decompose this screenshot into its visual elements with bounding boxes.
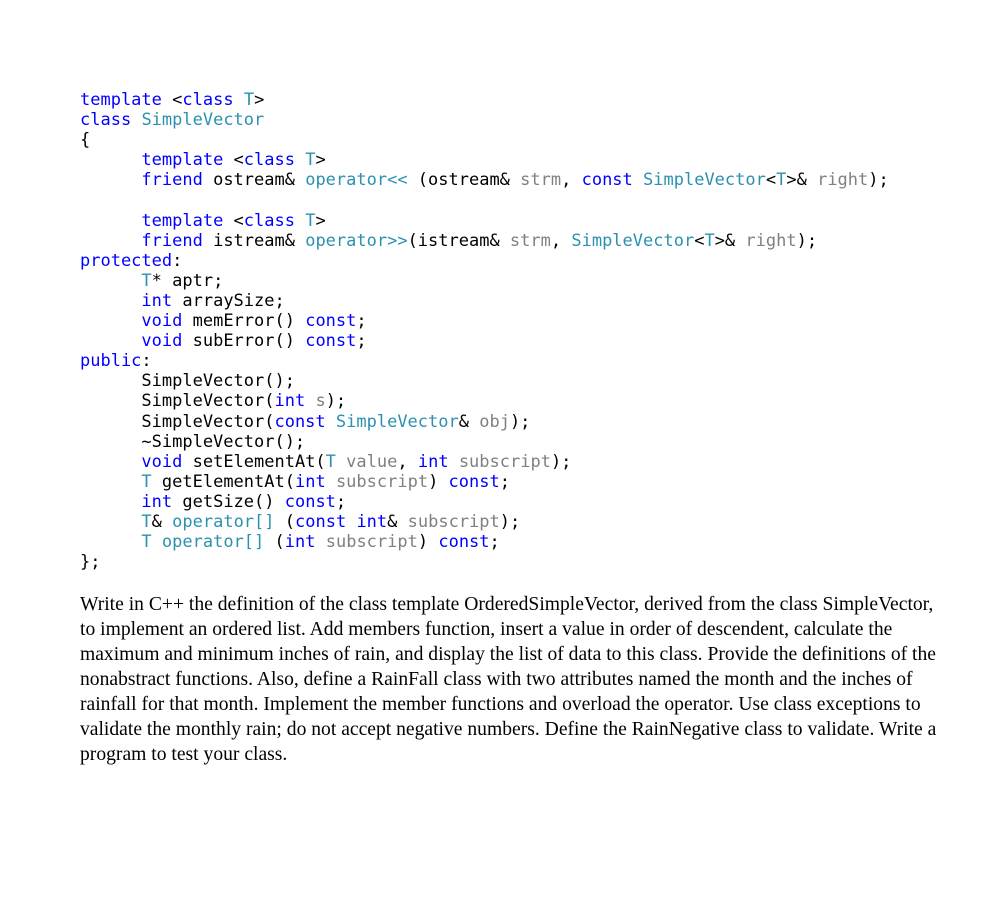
code-line bbox=[80, 231, 889, 251]
code-token: int bbox=[284, 532, 316, 553]
code-token: s bbox=[315, 391, 326, 412]
code-token: T bbox=[141, 270, 152, 291]
code-line bbox=[80, 351, 889, 371]
code-token bbox=[80, 331, 141, 351]
code-token: T bbox=[141, 532, 152, 553]
code-token: strm bbox=[509, 230, 551, 251]
code-token: class bbox=[243, 150, 295, 171]
code-token: void bbox=[141, 311, 183, 332]
code-token bbox=[315, 532, 325, 552]
code-token: class bbox=[182, 90, 234, 110]
code-token: operator>> bbox=[305, 230, 408, 251]
code-token: template bbox=[80, 90, 162, 110]
code-token bbox=[131, 110, 141, 130]
code-line bbox=[80, 130, 889, 150]
code-line bbox=[80, 271, 889, 291]
code-token: SimpleVector( bbox=[80, 411, 275, 432]
code-token: const bbox=[305, 311, 357, 332]
code-token: const bbox=[305, 331, 357, 352]
code-token: int bbox=[294, 471, 326, 492]
code-token: ; bbox=[356, 311, 367, 332]
code-token bbox=[80, 211, 141, 231]
code-token: (ostream& bbox=[407, 170, 521, 191]
code-token: SimpleVector(); bbox=[80, 371, 295, 392]
code-token: (istream& bbox=[407, 230, 510, 251]
code-token: { bbox=[80, 130, 91, 151]
code-token: obj bbox=[479, 411, 510, 432]
code-token: ; bbox=[489, 532, 500, 553]
code-token: SimpleVector( bbox=[80, 391, 275, 412]
code-token: ; bbox=[356, 331, 367, 352]
code-token: > bbox=[315, 150, 326, 171]
code-token: operator<< bbox=[305, 170, 408, 191]
code-token: ) bbox=[428, 471, 449, 492]
code-token: >& bbox=[714, 230, 746, 251]
code-line bbox=[80, 331, 889, 351]
code-token: T bbox=[305, 210, 316, 231]
code-token: int bbox=[141, 491, 173, 512]
code-token: right bbox=[745, 230, 797, 251]
code-token: template bbox=[141, 210, 224, 231]
code-token: subscript bbox=[325, 532, 418, 553]
code-token: T bbox=[141, 511, 152, 532]
code-token: < bbox=[765, 170, 777, 191]
code-token: const bbox=[284, 491, 336, 512]
code-token: >& bbox=[786, 170, 818, 191]
code-token: T bbox=[141, 471, 152, 492]
code-token: subscript bbox=[458, 451, 551, 472]
code-token: > bbox=[315, 210, 326, 231]
code-token: right bbox=[817, 170, 869, 191]
code-token: & bbox=[458, 411, 480, 432]
code-line bbox=[80, 391, 889, 411]
code-token bbox=[326, 472, 336, 492]
code-token: ); bbox=[796, 230, 818, 251]
code-token bbox=[80, 512, 141, 532]
code-token bbox=[295, 150, 305, 170]
code-token: template bbox=[141, 150, 224, 171]
code-token: T bbox=[325, 451, 336, 472]
code-line bbox=[80, 190, 889, 210]
code-token: ); bbox=[325, 391, 347, 412]
code-token bbox=[152, 532, 162, 552]
code-token: ; bbox=[499, 471, 510, 492]
code-line bbox=[80, 251, 889, 271]
code-token: ( bbox=[264, 532, 285, 553]
code-token: const bbox=[581, 170, 633, 191]
code-token bbox=[80, 231, 141, 251]
code-line bbox=[80, 291, 889, 311]
code-token: value bbox=[346, 451, 398, 472]
code-token: ) bbox=[417, 532, 439, 553]
code-line bbox=[80, 552, 889, 572]
code-token: setElementAt( bbox=[182, 451, 326, 472]
code-line bbox=[80, 532, 889, 552]
code-token: * aptr; bbox=[151, 270, 224, 291]
code-token: : bbox=[172, 250, 183, 271]
code-line bbox=[80, 110, 889, 130]
code-token: ); bbox=[550, 451, 572, 472]
code-listing bbox=[80, 90, 889, 572]
code-line bbox=[80, 512, 889, 532]
code-line bbox=[80, 311, 889, 331]
code-token: ); bbox=[509, 411, 531, 432]
code-token: subscript bbox=[335, 471, 429, 492]
code-token: > bbox=[254, 90, 265, 110]
code-token: const bbox=[448, 471, 500, 492]
code-token bbox=[80, 271, 141, 291]
code-token: < bbox=[223, 150, 244, 171]
code-token: SimpleVector bbox=[141, 110, 265, 131]
code-line bbox=[80, 412, 889, 432]
code-token bbox=[80, 170, 141, 190]
code-token: operator[] bbox=[161, 532, 265, 553]
code-token: & bbox=[387, 511, 408, 532]
code-token: class bbox=[80, 110, 132, 131]
code-token: T bbox=[776, 170, 787, 191]
code-token: SimpleVector bbox=[571, 230, 695, 251]
code-token: SimpleVector bbox=[643, 170, 766, 191]
code-token: }; bbox=[80, 552, 101, 573]
code-token: int bbox=[274, 391, 306, 412]
code-line bbox=[80, 472, 889, 492]
code-token: ostream& bbox=[202, 170, 306, 191]
code-token: ); bbox=[499, 511, 521, 532]
code-token: friend bbox=[141, 230, 203, 251]
code-token: T bbox=[704, 230, 715, 251]
code-token: , bbox=[550, 230, 572, 251]
code-line bbox=[80, 90, 889, 110]
code-token: const bbox=[274, 411, 326, 432]
code-line bbox=[80, 211, 889, 231]
code-line bbox=[80, 170, 889, 190]
code-token: public bbox=[80, 351, 142, 372]
code-token bbox=[80, 150, 141, 170]
code-token bbox=[80, 311, 141, 331]
code-token: memError() bbox=[182, 311, 306, 332]
assignment-instructions: Write in C++ the definition of the class template OrderedSimpleVector, derived from the class SimpleVector, to implement an ordered list. Add members function, insert a value in order of descendent, calculate the maximum and minimum inches of rain, and display the list of data to this class. Provide the definitions of the nonabstract functions. Also, define a RainFall class with two attributes named the month and the inches of rainfall for that month. Implement the member functions and overload the operator. Use class exceptions to validate the monthly rain; do not accept negative numbers. Define the RainNegative class to validate. Write a program to test your class. bbox=[80, 594, 937, 765]
code-token: operator[] bbox=[172, 511, 275, 532]
code-token bbox=[346, 512, 356, 532]
code-line bbox=[80, 452, 889, 472]
code-token bbox=[449, 452, 459, 472]
code-token: < bbox=[223, 210, 244, 231]
code-token: int bbox=[356, 511, 388, 532]
code-token bbox=[326, 412, 336, 432]
code-token: int bbox=[141, 290, 173, 311]
code-token bbox=[336, 452, 346, 472]
code-token: istream& bbox=[202, 230, 306, 251]
code-token: const bbox=[438, 532, 490, 553]
code-line bbox=[80, 371, 889, 391]
code-token bbox=[234, 90, 244, 110]
code-token: , bbox=[561, 170, 582, 191]
code-token bbox=[633, 170, 643, 190]
code-token: subError() bbox=[182, 331, 306, 352]
code-token: int bbox=[417, 451, 449, 472]
code-line bbox=[80, 150, 889, 170]
code-token bbox=[80, 452, 141, 472]
code-token: subscript bbox=[407, 511, 500, 532]
code-token: const bbox=[295, 511, 347, 532]
code-token: friend bbox=[141, 170, 203, 191]
code-token: strm bbox=[520, 170, 562, 191]
code-token: ~SimpleVector(); bbox=[80, 431, 306, 452]
code-token: arraySize; bbox=[172, 290, 285, 311]
code-token bbox=[305, 391, 315, 411]
code-token: ; bbox=[335, 491, 347, 512]
code-token: : bbox=[141, 351, 152, 372]
code-token bbox=[80, 291, 141, 311]
code-token: void bbox=[141, 451, 183, 472]
code-token bbox=[80, 532, 141, 552]
code-token: , bbox=[397, 451, 418, 472]
code-token: ); bbox=[868, 170, 889, 191]
code-token: & bbox=[151, 511, 173, 532]
code-token: getElementAt( bbox=[151, 471, 295, 492]
code-token: getSize() bbox=[172, 491, 285, 512]
code-token: void bbox=[141, 331, 183, 352]
code-token: protected bbox=[80, 250, 173, 271]
code-token bbox=[80, 492, 141, 512]
code-token bbox=[80, 472, 141, 492]
code-line bbox=[80, 492, 889, 512]
code-token: < bbox=[694, 230, 705, 251]
code-token: SimpleVector bbox=[335, 411, 459, 432]
code-token: < bbox=[161, 90, 183, 110]
code-token: class bbox=[243, 210, 295, 231]
code-token: T bbox=[243, 90, 255, 110]
code-token bbox=[295, 211, 305, 231]
code-line bbox=[80, 432, 889, 452]
code-token: T bbox=[305, 150, 316, 171]
code-token: ( bbox=[274, 511, 295, 532]
